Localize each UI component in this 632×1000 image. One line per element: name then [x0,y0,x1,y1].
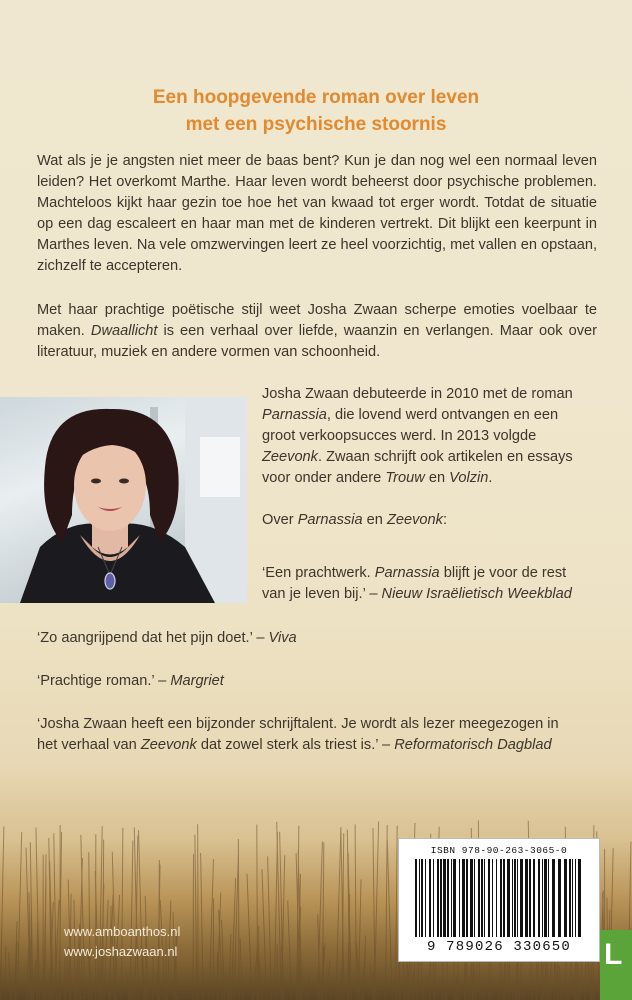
grass-blade [213,898,214,1000]
quote-1-pre: ‘Een prachtwerk. [262,565,371,581]
review-quote-2 [37,628,297,649]
barcode-bar [529,859,531,937]
barcode-bar [544,859,547,937]
quote-4-line-1: ‘Josha Zwaan heeft een bijzonder schrijftalent. Je wordt als lezer meegezogen in [37,716,559,732]
quote-2-text: ‘Zo aangrijpend dat het pijn doet.’ – [37,630,265,646]
barcode-bar [496,859,497,937]
barcode-bar [558,859,561,937]
barcode-bar [459,859,460,937]
publisher-urls [64,922,180,962]
isbn-label: ISBN 978-90-263-3065-0 [430,845,568,856]
barcode-bar [512,859,513,937]
grass-blade [386,825,388,1000]
grass-blade [17,832,21,1000]
barcode-bars [413,859,585,939]
barcode-bar [429,859,431,937]
bio-line-1: Josha Zwaan debuteerde in 2010 met de roman [262,386,573,402]
grass-blade [87,984,89,1000]
barcode-bar [440,859,442,937]
grass-blade [328,989,331,1000]
author-bio [262,384,598,531]
quote-1-source: Nieuw Israëlietisch Weekblad [381,586,572,602]
bio-en: en [428,470,446,486]
grass-blade [139,830,143,1000]
review-quote-3 [37,671,224,692]
barcode-bar [433,859,434,937]
barcode-bar [525,859,528,937]
over-colon: : [442,512,447,528]
grass-blade [132,975,133,1000]
barcode-panel [398,838,600,962]
quote-4-source: Reformatorisch Dagblad [394,737,552,753]
quote-2-source: Viva [268,630,297,646]
bio-volzin: Volzin [449,470,489,486]
bio-trouw: Trouw [385,470,425,486]
back-cover-headline [0,84,632,138]
grass-blade [193,854,194,1000]
barcode-bar [492,859,493,937]
grass-blade [308,976,310,1000]
barcode-bar [437,859,439,937]
bio-line-3: groot verkoopsucces werd. In 2013 volgde [262,428,537,444]
barcode-bar [470,859,473,937]
grass-blade [563,986,565,1000]
synopsis-paragraph: Wat als je je angsten niet meer de baas bent? Kun je dan nog wel een normaal leven leiden? Het overkomt Marthe. Haar leven wordt beheerst door psychische problemen. Machteloos kijkt haar gezin toe hoe het van kwaad tot erger wordt. Totdat de situatie op een dag escaleert en haar man met de kinderen vertrekt. Dit blijkt een keerpunt in Marthes leven. Na vele omzwervingen leert ze heel voorzichtig, met vallen en opstaan, zichzelf te accepteren. [37,153,597,274]
barcode-bar [548,859,549,937]
grass-blade [9,953,11,1000]
barcode-bar [552,859,555,937]
barcode-bar [484,859,485,937]
grass-blade [195,835,197,1000]
grass-blade [0,826,4,1000]
url-joshazwaan[interactable]: www.joshazwaan.nl [64,944,178,959]
barcode-bar [500,859,502,937]
bio-line-4-rest: . Zwaan schrijft ook artikelen en essays [317,449,573,465]
barcode-bar [572,859,573,937]
quote-1-parnassia: Parnassia [374,565,440,581]
barcode-bar [542,859,543,937]
barcode-bar [443,859,446,937]
grass-blade [5,946,6,1000]
barcode-bar [453,859,456,937]
grass-blade [268,857,272,1000]
grass-blade [33,960,35,1000]
review-quote-4 [37,714,559,756]
grass-blade [370,965,373,1000]
grass-blade [37,923,38,1000]
barcode-bar [538,859,540,937]
bio-line-5 [262,468,598,489]
barcode-bar [425,859,426,937]
quote-1-line-2-text: van je leven bij.’ – [262,586,378,602]
grass-blade [456,976,457,1000]
grass-blade [396,826,398,1000]
over-zeevonk: Zeevonk [386,512,443,528]
barcode-digits: 9 789026 330650 [426,939,572,955]
barcode-bar [415,859,417,937]
barcode-bar [451,859,452,937]
over-line [262,510,598,531]
barcode-bar [447,859,449,937]
barcode-bar [481,859,483,937]
quote-4-line-2-post: dat zowel sterk als triest is.’ – [200,737,391,753]
barcode-bar [462,859,465,937]
style-paragraph [37,300,597,363]
barcode-bar [466,859,468,937]
grass-blade [247,874,252,1000]
grass-blade [122,828,123,1000]
grass-blade [262,869,267,1000]
bio-title-parnassia: Parnassia [262,407,327,423]
grass-blade [253,947,257,1000]
barcode-bar [419,859,420,937]
quote-1-line-1 [262,563,572,584]
barcode-bar [514,859,516,937]
style-paragraph-intro: Met haar prachtige poëtische stijl weet Josha Zwaan scherpe emoties voelbaar te maken. [37,302,597,339]
barcode-bar [488,859,490,937]
barcode-bar [517,859,518,937]
bio-title-zeevonk: Zeevonk [262,449,318,465]
barcode-bar [569,859,571,937]
quote-4-line-2-pre: het verhaal van [37,737,137,753]
barcode-bar [507,859,510,937]
grass-blade [231,878,235,1000]
book-title-dwaallicht: Dwaallicht [90,323,158,339]
quote-4-zeevonk: Zeevonk [140,737,197,753]
over-en: en [366,512,383,528]
over-pre: Over [262,512,294,528]
over-parnassia: Parnassia [297,512,363,528]
grass-blade [305,991,307,1000]
barcode-bar [503,859,505,937]
grass-blade [510,982,514,1000]
grass-blade [257,825,258,1000]
barcode-bar [578,859,581,937]
grass-blade [355,824,356,1000]
grass-blade [522,985,523,1000]
barcode-bar [474,859,475,937]
review-quote-1 [262,563,572,605]
barcode-bar [421,859,423,937]
barcode-bar [520,859,523,937]
quote-3-source: Margriet [170,673,224,689]
bio-line-5-pre: voor onder andere [262,470,382,486]
logo-letter: L [604,938,623,971]
grass-blade [480,983,484,1000]
grass-blade [336,827,341,1000]
barcode-bar [575,859,576,937]
grass-blade [240,938,242,1000]
grass-blade [387,840,392,1000]
barcode-bar [533,859,535,937]
style-paragraph-rest: is een verhaal over liefde, waanzin en verlangen. Maar ook over literatuur, muziek en andere vormen van schoonheid. [37,323,598,360]
grass-blade [201,853,204,1000]
headline-line-2: met een psychische stoornis [185,114,447,135]
grass-blade [559,966,560,1000]
bio-line-2 [262,405,598,426]
author-photo [0,397,247,603]
quote-3-text: ‘Prachtige roman.’ – [37,673,167,689]
barcode-bar [478,859,480,937]
barcode-bar [564,859,567,937]
library-logo [600,930,632,1000]
grass-blade [567,989,568,1000]
grass-blade [36,828,40,1000]
quote-1-post: blijft je voor de rest [443,565,567,581]
url-amboanthos[interactable]: www.amboanthos.nl [64,924,181,939]
quote-4-line-2 [37,735,559,756]
grass-blade [234,855,239,1000]
bio-period: . [488,470,493,486]
grass-blade [459,991,461,1000]
bio-line-2-rest: , die lovend werd ontvangen en een [326,407,559,423]
grass-blade [288,901,292,1000]
quote-1-line-2 [262,584,572,605]
headline-line-1: Een hoopgevende roman over leven [152,87,480,108]
bio-line-4 [262,447,598,468]
